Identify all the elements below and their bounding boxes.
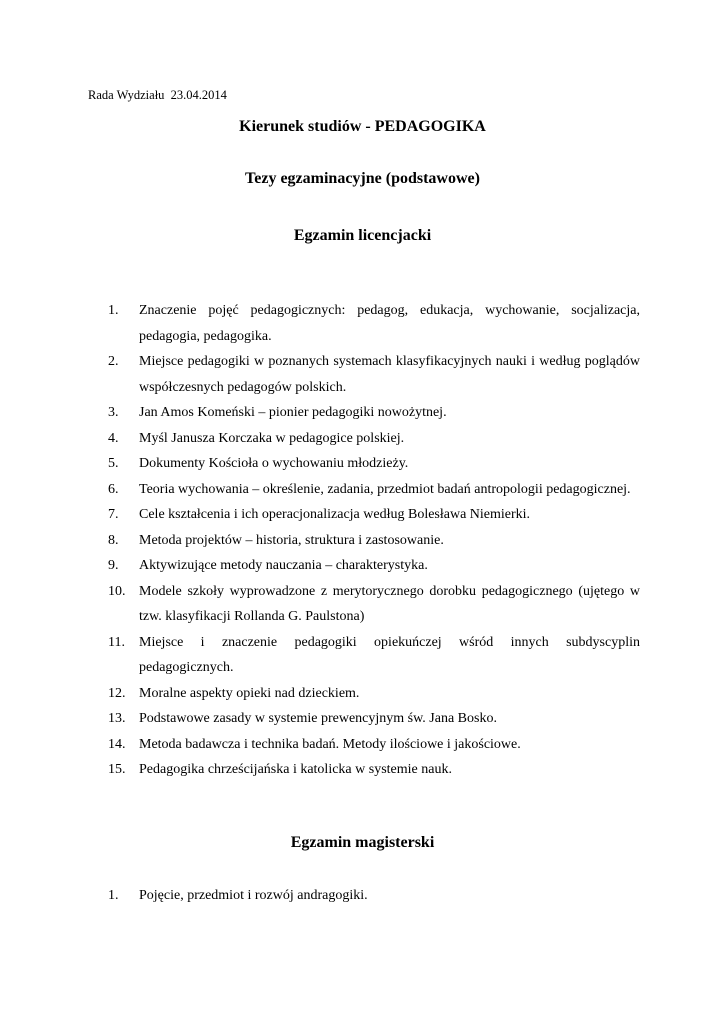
- item-number: 6.: [108, 481, 119, 497]
- item-text: Modele szkoły wyprowadzone z merytorycznego dorobku pedagogicznego (ujętego w tzw. klasyfikacji Rollanda G. Paulstona): [139, 583, 640, 624]
- list-item: [108, 426, 640, 452]
- item-number: 1.: [108, 303, 119, 318]
- item-text: Miejsce pedagogiki w poznanych systemach klasyfikacyjnych nauki i według poglądów współczesnych pedagogów polskich.: [139, 354, 640, 395]
- item-text: Metoda projektów – historia, struktura i zastosowanie.: [139, 532, 444, 548]
- item-text: Teoria wychowania – określenie, zadania, przedmiot badań antropologii pedagogicznej.: [139, 481, 631, 497]
- magister-theses-list: [108, 883, 640, 909]
- list-item: [108, 298, 640, 349]
- field-of-study-title: Kierunek studiów - PEDAGOGIKA: [239, 118, 486, 135]
- list-item: [108, 630, 640, 681]
- list-item: [108, 706, 640, 732]
- item-text: Pojęcie, przedmiot i rozwój andragogiki.: [139, 888, 368, 903]
- item-text: Myśl Janusza Korczaka w pedagogice polskiej.: [139, 430, 405, 446]
- list-item: [108, 579, 640, 630]
- item-number: 2.: [108, 354, 119, 369]
- item-text: Dokumenty Kościoła o wychowaniu młodzieży.: [139, 456, 409, 471]
- list-item: [108, 451, 640, 477]
- list-item: [108, 477, 640, 503]
- item-text: Aktywizujące metody nauczania – charakterystyka.: [139, 558, 428, 573]
- list-item: [108, 400, 640, 426]
- item-number: 15.: [108, 762, 126, 777]
- list-item: [108, 732, 640, 758]
- item-number: 7.: [108, 507, 119, 522]
- item-text: Metoda badawcza i technika badań. Metody ilościowe i jakościowe.: [139, 736, 521, 752]
- item-number: 1.: [108, 888, 119, 903]
- council-date-header: Rada Wydziału 23.04.2014: [88, 88, 227, 102]
- item-number: 11.: [108, 634, 125, 650]
- list-item: [108, 883, 640, 909]
- licencjat-heading: Egzamin licencjacki: [293, 227, 432, 244]
- magister-heading: Egzamin magisterski: [290, 834, 435, 851]
- licencjat-theses-list: [108, 298, 640, 783]
- item-text: Znaczenie pojęć pedagogicznych: pedagog, edukacja, wychowanie, socjalizacja, pedagogia, pedagogika.: [139, 303, 640, 344]
- item-number: 4.: [108, 430, 119, 446]
- list-item: [108, 757, 640, 783]
- item-number: 8.: [108, 532, 119, 548]
- item-text: Pedagogika chrześcijańska i katolicka w systemie nauk.: [139, 762, 452, 777]
- item-number: 13.: [108, 711, 126, 726]
- item-number: 12.: [108, 685, 126, 701]
- list-item: [108, 349, 640, 400]
- item-text: Jan Amos Komeński – pionier pedagogiki nowożytnej.: [139, 405, 447, 420]
- item-text: Podstawowe zasady w systemie prewencyjnym św. Jana Bosko.: [139, 711, 497, 726]
- list-item: [108, 553, 640, 579]
- list-item: [108, 528, 640, 554]
- item-number: 14.: [108, 736, 126, 752]
- item-number: 9.: [108, 558, 119, 573]
- item-number: 3.: [108, 405, 119, 420]
- item-text: Miejsce i znaczenie pedagogiki opiekuńczej wśród innych subdyscyplin pedagogicznych.: [139, 634, 640, 675]
- list-item: [108, 681, 640, 707]
- list-item: [108, 502, 640, 528]
- item-number: 5.: [108, 456, 119, 471]
- item-number: 10.: [108, 583, 126, 599]
- exam-theses-subtitle: Tezy egzaminacyjne (podstawowe): [245, 170, 480, 187]
- item-text: Moralne aspekty opieki nad dzieckiem.: [139, 685, 360, 701]
- item-text: Cele kształcenia i ich operacjonalizacja według Bolesława Niemierki.: [139, 507, 531, 522]
